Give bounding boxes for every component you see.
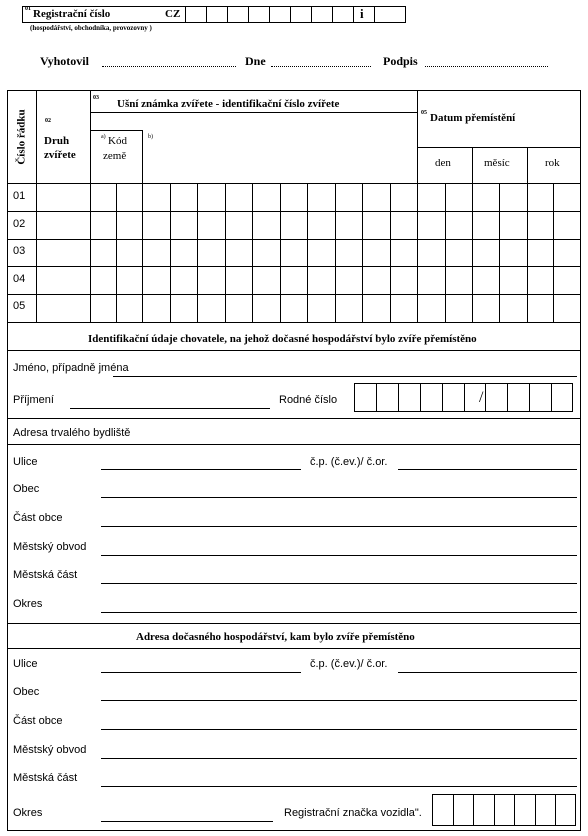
rodne-cislo-slash: / — [479, 389, 484, 406]
spz-char-divider — [453, 794, 454, 826]
rodne-cislo-digit-divider — [376, 383, 377, 412]
trvale-mestsky-obvod-field[interactable] — [101, 555, 577, 556]
trvale-ulice-field[interactable] — [101, 469, 301, 470]
reg-label: Registrační číslo — [33, 8, 111, 20]
docasne-mestska-cast-field[interactable] — [101, 786, 577, 787]
col03-label: Ušní známka zvířete - identifikační číslo zvířete — [117, 98, 340, 110]
table-row-divider — [7, 294, 581, 295]
trvale-obec-label: Obec — [13, 483, 40, 495]
docasne-mestska-cast-label: Městská část — [13, 772, 78, 784]
trvale-okres-label: Okres — [13, 598, 43, 610]
col02-label-2: zvířete — [44, 149, 76, 161]
spz-char-divider — [473, 794, 474, 826]
col03a-num: a) — [101, 134, 106, 140]
trvale-cast-obce-label: Část obce — [13, 512, 63, 524]
trvale-ulice-label: Ulice — [13, 456, 38, 468]
jmeno-field[interactable] — [113, 376, 577, 377]
reg-sub: (hospodářství, obchodníka, provozovny ) — [30, 24, 152, 32]
docasne-obec-label: Obec — [13, 686, 40, 698]
id-digit-divider — [225, 183, 226, 322]
spz-char-divider — [514, 794, 515, 826]
podpis-label: Podpis — [383, 54, 418, 68]
id-digit-divider — [390, 183, 391, 322]
podpis-field[interactable] — [425, 58, 548, 67]
id-digit-divider — [335, 183, 336, 322]
id-digit-divider — [170, 183, 171, 322]
spz-cells[interactable] — [432, 794, 576, 826]
id-digit-divider — [197, 183, 198, 322]
col03b-num: b) — [148, 134, 153, 140]
date-digit-divider — [553, 183, 554, 322]
jmeno-label: Jméno, případně jména — [13, 362, 129, 374]
reg-separator: i — [360, 6, 364, 21]
docasne-mestsky-obvod-label: Městský obvod — [13, 744, 87, 756]
rodne-cislo-digit-divider — [507, 383, 508, 412]
docasne-title: Adresa dočasného hospodářství, kam bylo zvíře přemístěno — [136, 631, 415, 643]
trvale-cast-obce-field[interactable] — [101, 526, 577, 527]
rodne-cislo-label: Rodné číslo — [279, 394, 338, 406]
prijmeni-label: Příjmení — [13, 394, 54, 406]
reg-cz: CZ — [165, 8, 181, 20]
trvale-cp-field[interactable] — [398, 469, 577, 470]
vyhotovil-label: Vyhotovil — [40, 54, 89, 68]
table-row-divider — [7, 211, 581, 212]
rodne-cislo-digit-divider — [442, 383, 443, 412]
animal-table-grid — [7, 183, 581, 322]
table-row-divider — [7, 239, 581, 240]
trvale-mestska-cast-label: Městská část — [13, 569, 78, 581]
trvale-obec-field[interactable] — [101, 497, 577, 498]
col05-rok: rok — [545, 157, 560, 169]
docasne-ulice-field[interactable] — [101, 672, 301, 673]
col05-den: den — [435, 157, 451, 169]
col02-label-1: Druh — [44, 135, 70, 147]
col03a-label-1: Kód — [108, 135, 127, 147]
trvale-okres-field[interactable] — [101, 612, 577, 613]
docasne-cp-field[interactable] — [398, 672, 577, 673]
docasne-cast-obce-field[interactable] — [101, 729, 577, 730]
col05-num: 05 — [421, 110, 427, 116]
rodne-cislo-digit-divider — [398, 383, 399, 412]
row-label: 04 — [13, 273, 26, 285]
rodne-cislo-digit-divider — [485, 383, 486, 412]
docasne-okres-field[interactable] — [101, 821, 273, 822]
rodne-cislo-cells[interactable] — [354, 383, 573, 412]
trvale-mestsky-obvod-label: Městský obvod — [13, 541, 87, 553]
trvale-cp-label: č.p. (č.ev.)/ č.or. — [310, 456, 388, 468]
spz-label: Registrační značka vozidla". — [284, 807, 422, 819]
rodne-cislo-digit-divider — [464, 383, 465, 412]
row-label: 03 — [13, 245, 26, 257]
registration-number-cells[interactable] — [185, 6, 406, 23]
country-code-divider — [116, 183, 117, 322]
spz-char-divider — [535, 794, 536, 826]
spz-char-divider — [555, 794, 556, 826]
trvale-mestska-cast-field[interactable] — [101, 583, 577, 584]
reg-label-number: 01 — [25, 6, 31, 12]
date-digit-divider — [445, 183, 446, 322]
col05-mesic: měsíc — [484, 157, 510, 169]
id-digit-divider — [307, 183, 308, 322]
col05-label: Datum přemístění — [430, 112, 516, 124]
col-row-number-header: Číslo řádku — [15, 109, 28, 165]
spz-char-divider — [494, 794, 495, 826]
col03a-label-2: země — [103, 150, 127, 162]
id-digit-divider — [362, 183, 363, 322]
rodne-cislo-digit-divider — [420, 383, 421, 412]
docasne-ulice-label: Ulice — [13, 658, 38, 670]
chovatel-title: Identifikační údaje chovatele, na jehož dočasné hospodářství bylo zvíře přemístěno — [88, 333, 477, 345]
table-row-divider — [7, 266, 581, 267]
docasne-okres-label: Okres — [13, 807, 43, 819]
trvale-title: Adresa trvalého bydliště — [13, 427, 131, 439]
rodne-cislo-digit-divider — [551, 383, 552, 412]
col02-num: 02 — [45, 118, 51, 124]
row-label: 05 — [13, 300, 26, 312]
col03-num: 03 — [93, 95, 99, 101]
docasne-mestsky-obvod-field[interactable] — [101, 758, 577, 759]
id-digit-divider — [280, 183, 281, 322]
docasne-cast-obce-label: Část obce — [13, 715, 63, 727]
docasne-obec-field[interactable] — [101, 700, 577, 701]
prijmeni-field[interactable] — [70, 408, 270, 409]
row-label: 02 — [13, 218, 26, 230]
dne-label: Dne — [245, 54, 266, 68]
dne-field[interactable] — [271, 58, 371, 67]
vyhotovil-field[interactable] — [102, 58, 236, 67]
row-label: 01 — [13, 190, 26, 202]
docasne-cp-label: č.p. (č.ev.)/ č.or. — [310, 658, 388, 670]
date-digit-divider — [499, 183, 500, 322]
id-digit-divider — [252, 183, 253, 322]
rodne-cislo-digit-divider — [529, 383, 530, 412]
